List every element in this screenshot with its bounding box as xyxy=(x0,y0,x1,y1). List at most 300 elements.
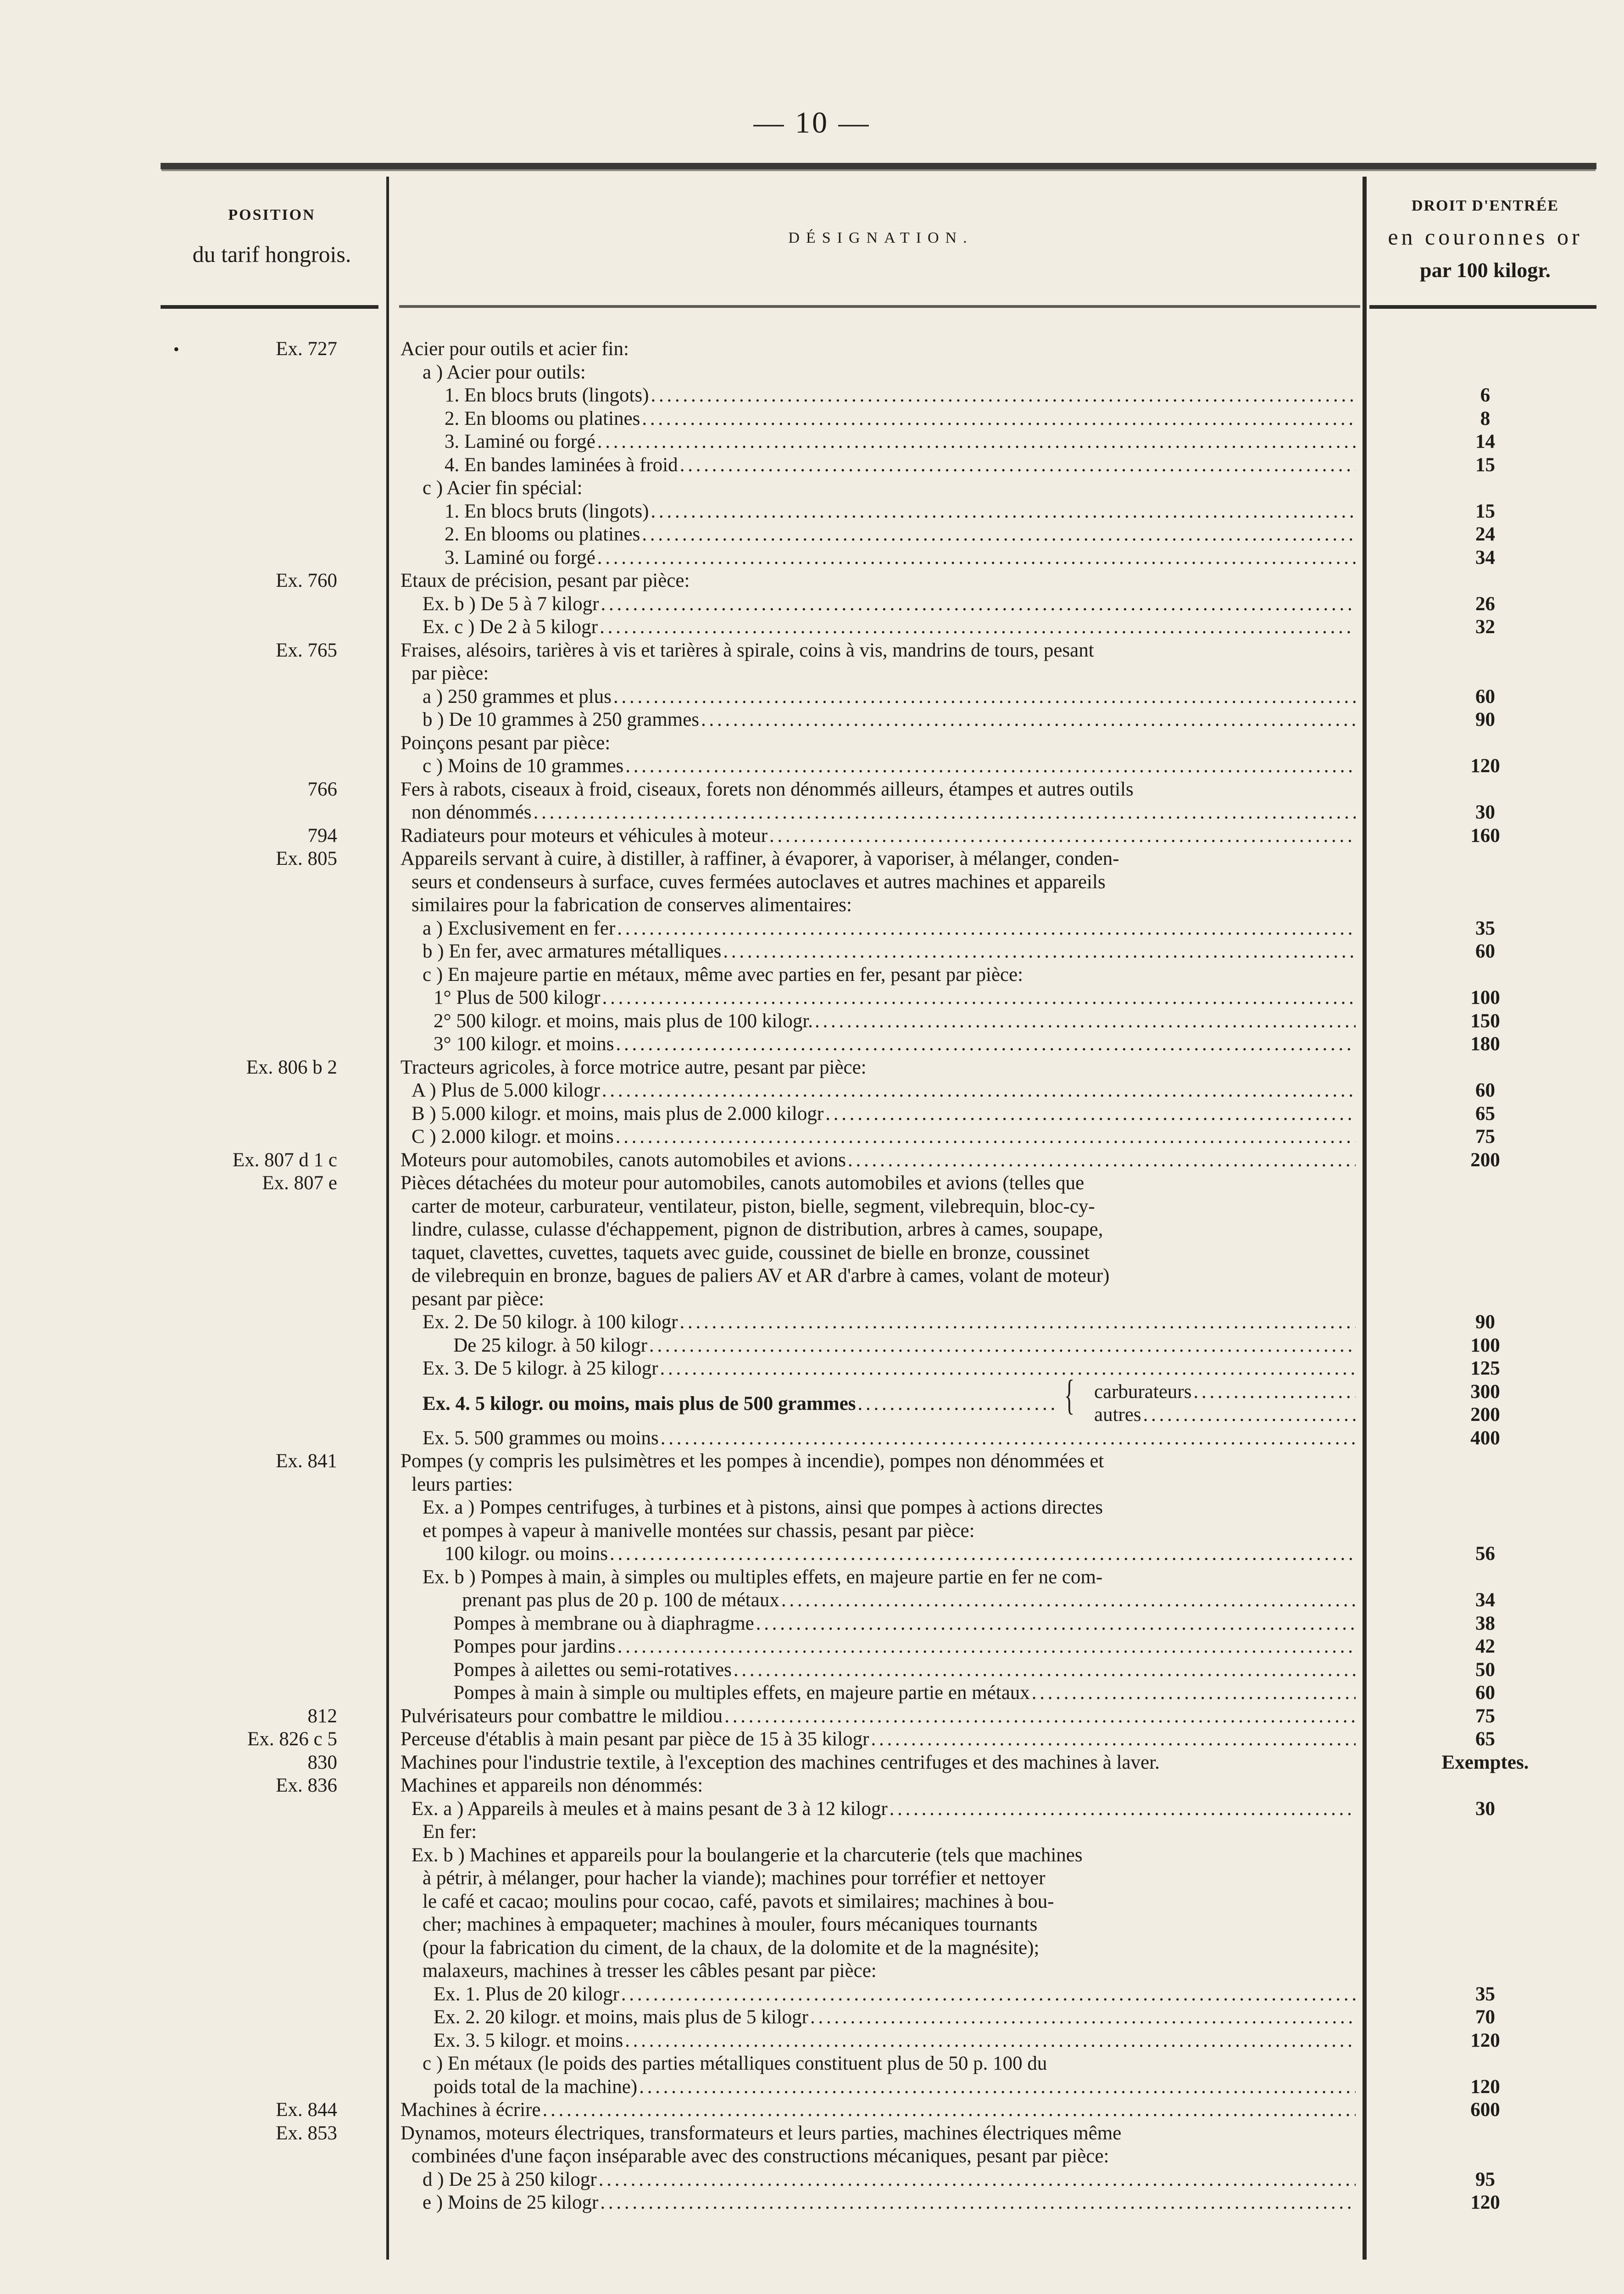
tariff-position: Ex. 836 xyxy=(276,1775,337,1796)
item-designation xyxy=(412,1797,1356,1821)
tariff-position: Ex. 844 xyxy=(276,2099,337,2121)
table-row xyxy=(0,847,1624,871)
table-row xyxy=(0,569,1624,593)
item-designation xyxy=(412,801,1356,824)
item-designation xyxy=(423,917,1356,941)
table-row xyxy=(0,1588,1624,1612)
duty-value: 60 xyxy=(1475,941,1495,962)
tariff-position: 830 xyxy=(307,1751,337,1773)
item-designation-text: a ) Exclusivement en fer xyxy=(423,917,616,939)
table-row xyxy=(0,1334,1624,1358)
item-designation xyxy=(400,847,1356,871)
item-designation-text: Ex. a ) Appareils à meules et à mains pesant de 3 à 12 kilogr xyxy=(412,1798,888,1820)
item-designation xyxy=(412,2144,1356,2168)
header-rule-droit xyxy=(1369,305,1596,309)
table-row xyxy=(0,986,1624,1010)
item-designation xyxy=(400,569,1356,593)
item-designation xyxy=(412,1843,1356,1867)
item-designation-text: prenant pas plus de 20 p. 100 de métaux xyxy=(462,1589,779,1611)
item-designation xyxy=(423,476,1356,500)
table-row xyxy=(0,1890,1624,1914)
item-designation xyxy=(434,2029,1356,2053)
item-designation-text: Pulvérisateurs pour combattre le mildiou xyxy=(400,1705,723,1727)
tariff-position: Ex. 765 xyxy=(276,639,337,661)
duty-value: 200 xyxy=(1470,1149,1500,1171)
table-row xyxy=(0,1496,1624,1520)
item-designation xyxy=(445,1542,1356,1566)
tariff-position: Ex. 853 xyxy=(276,2122,337,2144)
item-designation xyxy=(434,2005,1356,2029)
item-designation xyxy=(423,1936,1356,1960)
duty-value: 400 xyxy=(1470,1427,1500,1449)
item-designation-text: 3. Laminé ou forgé xyxy=(445,546,595,568)
duty-value: 150 xyxy=(1470,1010,1500,1032)
table-row xyxy=(0,2005,1624,2029)
table-row xyxy=(0,361,1624,384)
sub-designation xyxy=(1094,1403,1356,1427)
table-row xyxy=(0,1403,1624,1427)
table-row xyxy=(0,1982,1624,2006)
item-designation xyxy=(400,2121,1356,2145)
duty-value: 35 xyxy=(1475,917,1495,939)
table-row xyxy=(0,893,1624,917)
table-row xyxy=(0,801,1624,824)
table-row xyxy=(0,917,1624,941)
item-designation-text: 1° Plus de 500 kilogr xyxy=(434,987,601,1008)
duty-value: 15 xyxy=(1475,500,1495,522)
duty-value: 42 xyxy=(1475,1636,1495,1657)
item-designation xyxy=(445,407,1356,431)
item-designation-text: non dénommés xyxy=(412,802,532,823)
duty-value: 60 xyxy=(1475,1682,1495,1704)
duty-value: 70 xyxy=(1475,2006,1495,2028)
top-rule xyxy=(161,163,1596,169)
table-row xyxy=(0,453,1624,477)
item-designation-text: cher; machines à empaqueter; machines à mouler, fours mécaniques tournants xyxy=(423,1914,1038,1935)
item-designation-text: 1. En blocs bruts (lingots) xyxy=(445,384,649,406)
table-row xyxy=(0,2121,1624,2145)
bullet-mark: • xyxy=(173,340,179,358)
header-designation: DÉSIGNATION. xyxy=(788,229,973,246)
item-designation-text: Ex. 4. 5 kilogr. ou moins, mais plus de 500 grammes xyxy=(423,1392,856,1414)
table-row xyxy=(0,615,1624,639)
table-row xyxy=(0,1218,1624,1242)
item-designation xyxy=(423,940,1356,963)
table-row xyxy=(0,1866,1624,1890)
item-designation-text: combinées d'une façon inséparable avec des constructions mécaniques, pesant par pièce: xyxy=(412,2145,1109,2167)
item-designation-text: Pièces détachées du moteur pour automobiles, canots automobiles et avions (telles que xyxy=(400,1172,1085,1194)
item-designation xyxy=(434,1032,1356,1056)
item-designation-text: Moteurs pour automobiles, canots automobiles et avions xyxy=(400,1149,846,1171)
table-row xyxy=(0,1519,1624,1543)
table-row xyxy=(0,1936,1624,1960)
item-designation xyxy=(445,430,1356,454)
table-row xyxy=(0,1171,1624,1195)
table-row xyxy=(0,2168,1624,2192)
item-designation xyxy=(423,963,1356,987)
table-row xyxy=(0,870,1624,894)
sub-designation xyxy=(1094,1380,1356,1404)
header-position-subtitle: du tarif hongrois. xyxy=(192,241,351,267)
table-row xyxy=(0,2098,1624,2122)
item-designation xyxy=(412,1287,1356,1311)
item-designation-text: Ex. 3. 5 kilogr. et moins xyxy=(434,2029,623,2051)
item-designation xyxy=(445,546,1356,570)
item-designation xyxy=(423,708,1356,732)
item-designation-text: A ) Plus de 5.000 kilogr xyxy=(412,1080,600,1101)
item-designation xyxy=(423,361,1356,384)
table-row xyxy=(0,778,1624,802)
table-row xyxy=(0,824,1624,848)
item-designation xyxy=(453,1658,1356,1682)
tariff-position: Ex. 805 xyxy=(276,848,337,869)
item-designation-text: Pompes (y compris les pulsimètres et les pompes à incendie), pompes non dénommées et xyxy=(400,1450,1104,1472)
table-row xyxy=(0,1542,1624,1566)
duty-value: 120 xyxy=(1470,2076,1500,2098)
duty-value: 26 xyxy=(1475,593,1495,615)
item-designation xyxy=(434,986,1356,1010)
item-designation-text: Ex. 2. De 50 kilogr. à 100 kilogr xyxy=(423,1311,678,1333)
table-row xyxy=(0,592,1624,616)
item-designation-text: taquet, clavettes, cuvettes, taquets avec guide, coussinet de bielle en bronze, coussinet xyxy=(412,1242,1090,1264)
item-designation xyxy=(423,1310,1356,1334)
item-designation xyxy=(453,1635,1356,1659)
table-row xyxy=(0,685,1624,709)
item-designation-text: e ) Moins de 25 kilogr xyxy=(423,2192,599,2213)
table-row xyxy=(0,639,1624,663)
item-designation-text: Fraises, alésoirs, tarières à vis et tarières à spirale, coins à vis, mandrins de tours, pesant xyxy=(400,639,1094,661)
table-row xyxy=(0,2029,1624,2053)
duty-value: 15 xyxy=(1475,454,1495,476)
table-row xyxy=(0,430,1624,454)
table-row xyxy=(0,1959,1624,1983)
item-designation-text: B ) 5.000 kilogr. et moins, mais plus de 2.000 kilogr xyxy=(412,1102,824,1125)
duty-value: 200 xyxy=(1470,1404,1500,1425)
header-droit-title: DROIT D'ENTRÉE xyxy=(1411,197,1559,214)
duty-value: 75 xyxy=(1475,1705,1495,1727)
item-designation-text: d ) De 25 à 250 kilogr xyxy=(423,2168,597,2190)
duty-value: 14 xyxy=(1475,431,1495,452)
duty-value: 34 xyxy=(1475,546,1495,568)
item-designation xyxy=(434,2075,1356,2099)
duty-value: 65 xyxy=(1475,1102,1495,1125)
item-designation-text: Pompes à ailettes ou semi-rotatives xyxy=(453,1659,732,1681)
item-designation xyxy=(412,1218,1356,1242)
table-row xyxy=(0,1287,1624,1311)
header-droit-unit: en couronnes or xyxy=(1388,224,1583,250)
item-designation-text: le café et cacao; moulins pour cocao, café, pavots et similaires; machines à bou- xyxy=(423,1890,1054,1912)
duty-value: 100 xyxy=(1470,1334,1500,1356)
item-designation xyxy=(445,384,1356,407)
table-row xyxy=(0,1565,1624,1589)
table-row xyxy=(0,1820,1624,1844)
item-designation-text: c ) En majeure partie en métaux, même avec parties en fer, pesant par pièce: xyxy=(423,963,1023,986)
duty-value: 6 xyxy=(1480,384,1491,406)
item-designation xyxy=(423,615,1356,639)
item-designation xyxy=(400,1148,1356,1172)
item-designation xyxy=(445,453,1356,477)
item-designation xyxy=(412,1473,1356,1497)
item-designation xyxy=(423,2052,1356,2076)
item-designation-text: Acier pour outils et acier fin: xyxy=(400,338,629,360)
duty-value: 35 xyxy=(1475,1983,1495,2005)
table-row xyxy=(0,1797,1624,1821)
item-designation xyxy=(423,1357,1356,1381)
table-row xyxy=(0,476,1624,500)
brace-mark: { xyxy=(1064,1371,1075,1418)
table-row xyxy=(0,662,1624,685)
duty-value: 600 xyxy=(1470,2099,1500,2121)
duty-value: 50 xyxy=(1475,1659,1495,1681)
tariff-position: Ex. 806 b 2 xyxy=(246,1056,337,1078)
item-designation-text: Ex. a ) Pompes centrifuges, à turbines et à pistons, ainsi que pompes à actions directes xyxy=(423,1497,1103,1518)
item-designation-text: 1. En blocs bruts (lingots) xyxy=(445,500,649,522)
item-designation-text: par pièce: xyxy=(412,663,489,684)
item-designation xyxy=(412,1102,1356,1126)
item-designation-text: En fer: xyxy=(423,1821,477,1843)
item-designation-text: Pompes à main à simple ou multiples effets, en majeure partie en métaux xyxy=(453,1682,1030,1704)
table-row xyxy=(0,2075,1624,2099)
item-designation-text: Tracteurs agricoles, à force motrice autre, pesant par pièce: xyxy=(400,1056,867,1078)
item-designation-text: Poinçons pesant par pièce: xyxy=(400,732,611,754)
item-designation-text: c ) Acier fin spécial: xyxy=(423,477,583,499)
item-designation-text: Machines pour l'industrie textile, à l'exception des machines centrifuges et des machines à laver. xyxy=(400,1751,1160,1773)
table-row xyxy=(0,1449,1624,1473)
tariff-position: Ex. 727 xyxy=(276,338,337,360)
item-designation xyxy=(400,1751,1356,1775)
item-designation-text: pesant par pièce: xyxy=(412,1288,544,1310)
header-rule-designation xyxy=(399,305,1360,308)
item-designation-text: C ) 2.000 kilogr. et moins xyxy=(412,1126,614,1147)
table-row xyxy=(0,754,1624,778)
tariff-position: Ex. 826 c 5 xyxy=(247,1728,337,1750)
table-row xyxy=(0,1357,1624,1381)
item-designation xyxy=(400,1171,1356,1195)
table-row xyxy=(0,2191,1624,2215)
item-designation-text: Pompes à membrane ou à diaphragme xyxy=(453,1612,754,1634)
item-designation xyxy=(423,754,1356,778)
item-designation xyxy=(400,824,1356,848)
item-designation xyxy=(400,639,1356,663)
item-designation xyxy=(445,500,1356,523)
duty-value: 180 xyxy=(1470,1033,1500,1055)
tariff-position: Ex. 760 xyxy=(276,570,337,591)
item-designation-text: Radiateurs pour moteurs et véhicules à moteur xyxy=(400,824,768,846)
item-designation-text: Fers à rabots, ciseaux à froid, ciseaux, forets non dénommés ailleurs, étampes et autres outils xyxy=(400,778,1134,800)
item-designation xyxy=(434,1982,1356,2006)
item-designation-text: Etaux de précision, pesant par pièce: xyxy=(400,570,690,591)
item-designation-text: Pompes pour jardins xyxy=(453,1636,616,1657)
item-designation-text: 4. En bandes laminées à froid xyxy=(445,454,678,476)
item-designation xyxy=(423,1519,1356,1543)
table-row xyxy=(0,731,1624,755)
table-row xyxy=(0,1079,1624,1102)
sub-designation-text: carburateurs xyxy=(1094,1381,1192,1403)
item-designation-text: 2. En blooms ou platines xyxy=(445,523,640,545)
duty-value: 60 xyxy=(1475,685,1495,707)
item-designation xyxy=(453,1681,1356,1705)
header-droit xyxy=(1369,197,1601,282)
item-designation-text: Appareils servant à cuire, à distiller, à raffiner, à évaporer, à vaporiser, à mélanger, conden- xyxy=(400,848,1119,869)
item-designation xyxy=(423,1890,1356,1914)
item-designation-text: a ) Acier pour outils: xyxy=(423,361,586,383)
item-designation xyxy=(423,1913,1356,1937)
table-row xyxy=(0,1635,1624,1659)
item-designation-text: 3° 100 kilogr. et moins xyxy=(434,1033,614,1055)
tariff-position: Ex. 807 d 1 c xyxy=(232,1149,337,1171)
item-designation xyxy=(445,523,1356,546)
table-row xyxy=(0,1310,1624,1334)
item-designation xyxy=(412,662,1356,685)
item-designation-text: Machines à écrire xyxy=(400,2099,541,2121)
item-designation xyxy=(412,870,1356,894)
header-position-title: POSITION xyxy=(228,206,316,223)
item-designation xyxy=(412,1264,1356,1288)
table-row xyxy=(0,1704,1624,1728)
item-designation xyxy=(400,778,1356,802)
item-designation-text: b ) De 10 grammes à 250 grammes xyxy=(423,709,700,730)
item-designation-text: (pour la fabrication du ciment, de la chaux, de la dolomite et de la magnésite); xyxy=(423,1937,1040,1959)
tariff-position: Ex. 841 xyxy=(276,1450,337,1472)
item-designation xyxy=(453,1612,1356,1636)
item-designation-text: Ex. b ) De 5 à 7 kilogr xyxy=(423,593,599,615)
item-designation-text: Ex. c ) De 2 à 5 kilogr xyxy=(423,616,598,638)
item-designation xyxy=(400,2098,1356,2122)
table-row xyxy=(0,384,1624,407)
duty-value: 32 xyxy=(1475,616,1495,638)
item-designation-text: similaires pour la fabrication de conserves alimentaires: xyxy=(412,894,852,916)
item-designation xyxy=(423,1426,1356,1450)
item-designation-text: Dynamos, moteurs électriques, transformateurs et leurs parties, machines électriques même xyxy=(400,2122,1122,2144)
header-position xyxy=(163,206,381,267)
table-row xyxy=(0,546,1624,570)
item-designation xyxy=(423,1565,1356,1589)
item-designation xyxy=(400,731,1356,755)
item-designation xyxy=(423,1866,1356,1890)
header-rule-position xyxy=(161,305,378,309)
item-designation xyxy=(423,1496,1356,1520)
table-row xyxy=(0,1148,1624,1172)
table-row xyxy=(0,940,1624,963)
table-row xyxy=(0,407,1624,431)
duty-value: 30 xyxy=(1475,802,1495,823)
table-row xyxy=(0,1195,1624,1219)
item-designation-text: Ex. b ) Machines et appareils pour la boulangerie et la charcuterie (tels que machines xyxy=(412,1844,1083,1866)
duty-value: 125 xyxy=(1470,1358,1500,1379)
table-row xyxy=(0,1125,1624,1149)
item-designation-text: Ex. b ) Pompes à main, à simples ou multiples effets, en majeure partie en fer ne com- xyxy=(423,1566,1103,1588)
table-row xyxy=(0,2052,1624,2076)
item-designation-text: Ex. 3. De 5 kilogr. à 25 kilogr xyxy=(423,1358,658,1379)
item-designation-text: leurs parties: xyxy=(412,1473,513,1495)
item-designation-text: 2. En blooms ou platines xyxy=(445,407,640,429)
item-designation xyxy=(434,1009,1356,1033)
duty-value: 120 xyxy=(1470,2192,1500,2213)
table-row xyxy=(0,708,1624,732)
item-designation-text: poids total de la machine) xyxy=(434,2076,638,2098)
item-designation-text: c ) En métaux (le poids des parties métalliques constituent plus de 50 p. 100 du xyxy=(423,2053,1047,2074)
table-row xyxy=(0,337,1624,361)
duty-value: 90 xyxy=(1475,1311,1495,1333)
item-designation-text: 100 kilogr. ou moins xyxy=(445,1543,608,1565)
item-designation-text: et pompes à vapeur à manivelle montées sur chassis, pesant par pièce: xyxy=(423,1520,975,1542)
item-designation xyxy=(423,685,1356,709)
duty-value: 160 xyxy=(1470,824,1500,846)
table-row xyxy=(0,963,1624,987)
item-designation xyxy=(423,2168,1356,2192)
item-designation xyxy=(412,1195,1356,1219)
duty-value: 95 xyxy=(1475,2168,1495,2190)
item-designation-text: 3. Laminé ou forgé xyxy=(445,431,595,452)
table-row xyxy=(0,1843,1624,1867)
duty-value: 75 xyxy=(1475,1126,1495,1147)
item-designation xyxy=(423,592,1356,616)
duty-value: 24 xyxy=(1475,523,1495,545)
item-designation xyxy=(423,2191,1356,2215)
table-row xyxy=(0,1751,1624,1775)
table-row xyxy=(0,2144,1624,2168)
duty-value: 120 xyxy=(1470,755,1500,777)
item-designation-text: seurs et condenseurs à surface, cuves fermées autoclaves et autres machines et appareils xyxy=(412,871,1106,893)
table-row xyxy=(0,1913,1624,1937)
item-designation xyxy=(453,1334,1356,1358)
item-designation xyxy=(423,1959,1356,1983)
item-designation xyxy=(400,1727,1356,1751)
item-designation xyxy=(412,1125,1356,1149)
duty-value: 300 xyxy=(1470,1381,1500,1403)
duty-value: 100 xyxy=(1470,987,1500,1008)
page-number: — 10 — xyxy=(753,106,871,139)
item-designation xyxy=(400,1704,1356,1728)
table-row xyxy=(0,1032,1624,1056)
table-row xyxy=(0,1009,1624,1033)
duty-value: 65 xyxy=(1475,1728,1495,1750)
sub-designation-text: autres xyxy=(1094,1404,1141,1425)
item-designation xyxy=(412,893,1356,917)
duty-value: 90 xyxy=(1475,709,1495,730)
table-row xyxy=(0,1774,1624,1798)
duty-value: 38 xyxy=(1475,1612,1495,1634)
table-row xyxy=(0,1241,1624,1265)
item-designation-text: b ) En fer, avec armatures métalliques xyxy=(423,941,722,962)
duty-value: 60 xyxy=(1475,1080,1495,1101)
table-row xyxy=(0,1264,1624,1288)
duty-value: 120 xyxy=(1470,2029,1500,2051)
tariff-position: Ex. 807 e xyxy=(262,1172,337,1194)
item-designation-text: à pétrir, à mélanger, pour hacher la viande); machines pour torréfier et nettoyer xyxy=(423,1867,1046,1889)
item-designation xyxy=(400,1056,1356,1080)
item-designation-text: a ) 250 grammes et plus xyxy=(423,685,612,707)
table-row xyxy=(0,1102,1624,1126)
duty-value: 30 xyxy=(1475,1798,1495,1820)
item-designation-text: Ex. 2. 20 kilogr. et moins, mais plus de 5 kilogr xyxy=(434,2006,808,2028)
item-designation xyxy=(423,1820,1356,1844)
item-designation-text: 2° 500 kilogr. et moins, mais plus de 100 kilogr. xyxy=(434,1010,813,1032)
item-designation xyxy=(412,1079,1356,1102)
tariff-position: 794 xyxy=(307,824,337,846)
item-designation-text: Ex. 1. Plus de 20 kilogr xyxy=(434,1983,619,2005)
duty-value: 56 xyxy=(1475,1543,1495,1565)
item-designation-text: Machines et appareils non dénommés: xyxy=(400,1775,703,1796)
duty-value: Exemptes. xyxy=(1441,1751,1529,1773)
table-row xyxy=(0,1426,1624,1450)
table-row xyxy=(0,1658,1624,1682)
table-row xyxy=(0,1727,1624,1751)
duty-value: 34 xyxy=(1475,1589,1495,1611)
item-designation xyxy=(400,1449,1356,1473)
item-designation-text: carter de moteur, carburateur, ventilateur, piston, bielle, segment, vilebrequin, bloc-cy- xyxy=(412,1195,1095,1217)
item-designation xyxy=(462,1588,1356,1612)
